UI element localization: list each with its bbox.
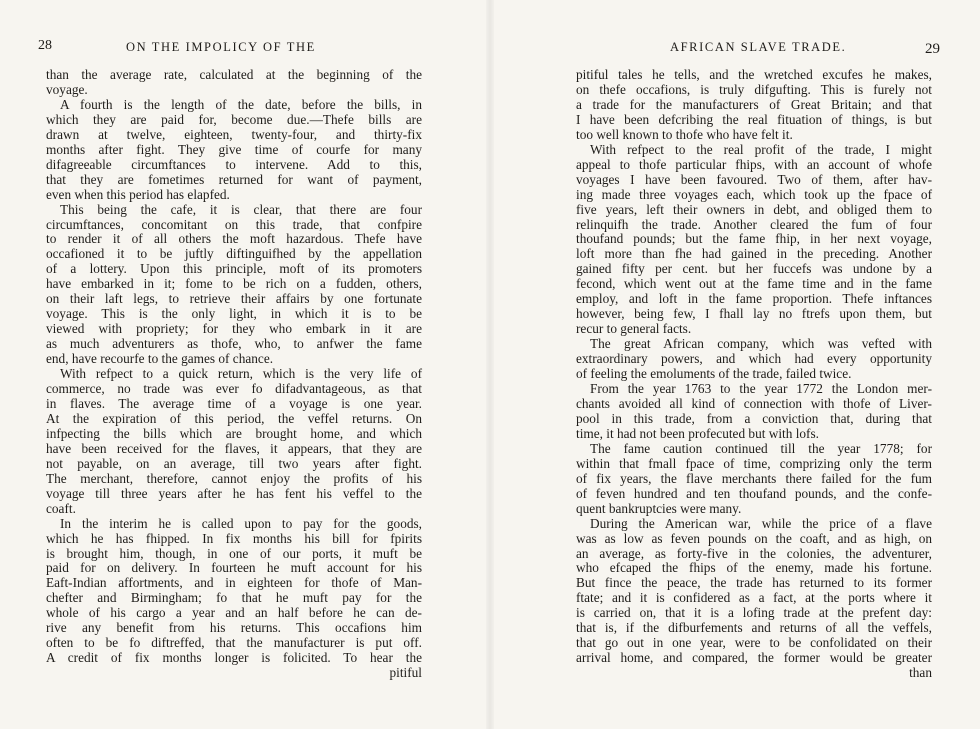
text-line: was as low as feven pounds on the coaft, and as high, on <box>576 530 932 546</box>
text-line: time, it had not been profecuted but with lofs. <box>576 425 819 441</box>
running-head: AFRICAN SLAVE TRADE. <box>670 40 847 54</box>
text-line: voyage till three years after he has fent his veffel to the <box>46 485 422 501</box>
text-line: as much adventurers as thofe, who, to anfwer the fame <box>46 336 422 352</box>
text-line: a trade for the manufacturers of Great Britain; and that <box>576 96 932 112</box>
text-line: thoufand pounds; but the fame fhip, in her next voyage, <box>576 231 932 247</box>
text-line: fecond, which went out at the fame time and in the fame <box>576 276 932 292</box>
text-line: appeal to thofe particular fhips, with an account of whofe <box>576 156 932 172</box>
text-line: voyage. This is the only light, in which it is to be <box>46 306 422 322</box>
text-line: The merchant, therefore, cannot enjoy the profits of his <box>46 470 422 486</box>
text-line: occafioned it to be juftly diftinguifhed by the appellation <box>46 246 422 262</box>
text-line: chefter and Birmingham; fo that he muft pay for the <box>46 590 422 606</box>
text-line: relinquifh the trade. Another cleared the fum of four <box>576 216 932 232</box>
text-line: too well known to thofe who have felt it. <box>576 126 793 142</box>
text-line: circumftances, concomitant on this trade, that confpire <box>46 216 422 232</box>
text-line: ing made three voyages each, which took up the fpace of <box>576 186 932 202</box>
text-line: than the average rate, calculated at the beginning of the <box>46 67 422 82</box>
text-line: of feven hundred and ten thoufand pounds, and the confe- <box>576 485 932 501</box>
text-line: This being the cafe, it is clear, that there are four <box>60 201 422 217</box>
text-line: an average, as forty-five in the colonies, the adventurer, <box>576 545 932 561</box>
body-text <box>46 68 422 681</box>
text-line: of a lottery. Upon this principle, moft of its promoters <box>46 261 422 277</box>
text-line: pool in this trade, from a conviction that, during that <box>576 410 932 426</box>
text-line: not payable, on an average, till two years after fight. <box>46 455 422 471</box>
running-head: ON THE IMPOLICY OF THE <box>126 40 316 54</box>
text-line: pitiful tales he tells, and the wretched excufes he makes, <box>576 67 932 82</box>
text-line: With refpect to a quick return, which is the very life of <box>60 366 422 382</box>
text-line: which he has fhipped. In fix months his bill for fpirits <box>46 530 422 546</box>
text-line: of feeling the emoluments of the trade, failed twice. <box>576 366 852 382</box>
text-line: viewed with propriety; for they who embark in it are <box>46 321 422 337</box>
text-line: difagreeable circumftances to intervene. Add to this, <box>46 156 422 172</box>
page-number: 28 <box>38 38 52 53</box>
text-line: chants avoided all kind of connection with thofe of Liver- <box>576 395 932 411</box>
text-line: ftate; and it is confidered as a fact, at the ports where it <box>576 590 932 606</box>
text-line: infpecting the bills which are brought home, and which <box>46 425 422 441</box>
right-page <box>490 0 980 729</box>
text-line: five years, left their owners in debt, and obliged them to <box>576 201 932 217</box>
page-number: 29 <box>925 41 940 57</box>
text-line: voyage. <box>46 81 88 97</box>
text-line: The fame caution continued till the year 1778; for <box>590 440 932 456</box>
text-line: gained fifty per cent. but her fuccefs was undone by a <box>576 261 932 277</box>
text-line: voyages I have been favoured. Two of them, after hav- <box>576 171 932 187</box>
text-line: whole of his cargo a year and an half before he can de- <box>46 605 422 621</box>
text-line: however, being few, I fhall lay no ftrefs upon them, but <box>576 306 932 322</box>
text-line: The great African company, which was vefted with <box>590 336 932 352</box>
text-line: During the American war, while the price of a flave <box>590 515 932 531</box>
text-line: With refpect to the real profit of the trade, I might <box>590 141 932 157</box>
text-line: Eaft-Indian affortments, and in eighteen for thofe of Man- <box>46 575 422 591</box>
text-line: on thefe occafions, is truly difgufting. This is furely not <box>576 81 932 97</box>
text-line: is carried on, that it is a lofing trade at the prefent day: <box>576 605 932 621</box>
text-line: A credit of fix months longer is folicited. To hear the <box>46 650 422 666</box>
text-line: From the year 1763 to the year 1772 the London mer- <box>590 381 932 397</box>
text-line: months after fight. They give time of courfe for many <box>46 141 422 157</box>
text-line: loft more than fhe had gained in the preceding. Another <box>576 246 932 262</box>
text-line: on their laft legs, to retrieve their affairs by one fortunate <box>46 291 422 307</box>
text-line: that they are fometimes returned for want of payment, <box>46 171 422 187</box>
text-line: quent bankruptcies were many. <box>576 500 742 516</box>
text-line: A fourth is the length of the date, before the bills, in <box>60 96 422 112</box>
text-line: arrival home, and compared, the former would be greater <box>576 650 932 666</box>
text-line: end, have recourfe to the games of chance. <box>46 351 274 367</box>
text-line: within that fmall fpace of time, comprizing only the term <box>576 455 932 471</box>
text-line: coaft. <box>46 500 76 516</box>
text-line: in flaves. The average time of a voyage is one year. <box>46 395 422 411</box>
text-line: have embarked in it; fome to be rich on a fudden, others, <box>46 276 422 292</box>
text-line: drawn at twelve, eighteen, twenty-four, and thirty-fix <box>46 126 422 142</box>
text-line: who efcaped the fhips of the enemy, made his fortune. <box>576 560 932 576</box>
text-line: to render it of all others the moft hazardous. Thefe have <box>46 231 422 247</box>
text-line: that go out in one year, were to be confolidated on their <box>576 635 932 651</box>
catchword: than <box>909 665 932 681</box>
text-line: rive any benefit from his returns. This occafions him <box>46 620 422 636</box>
text-line: paid for on delivery. In fourteen he muft account for his <box>46 560 422 576</box>
text-line: is brought him, though, in one of our ports, it muft be <box>46 545 422 561</box>
text-line: I have been defcribing the real fituation of things, is but <box>576 111 932 127</box>
text-line: In the interim he is called upon to pay for the goods, <box>60 515 422 531</box>
catchword: pitiful <box>389 665 422 681</box>
text-line: At the expiration of this period, the veffel returns. On <box>46 410 422 426</box>
body-text <box>576 68 932 681</box>
text-line: often to be fo diftreffed, that the manufacturer is put off. <box>46 635 422 651</box>
text-line: commerce, no trade was ever fo difadvantageous, as that <box>46 381 422 397</box>
text-line: even when this period has elapfed. <box>46 186 230 202</box>
text-line: have been received for the flaves, it appears, that they are <box>46 440 422 456</box>
text-line: which they are paid for, become due.—Thefe bills are <box>46 111 422 127</box>
text-line: extraordinary powers, and which had every opportunity <box>576 351 932 367</box>
text-line: of fix years, the flave merchants there failed for the fum <box>576 470 932 486</box>
text-line: But fince the peace, the trade has returned to its former <box>576 575 932 591</box>
text-line: that is, if the difburfements and returns of all the veffels, <box>576 620 932 636</box>
text-line: recur to general facts. <box>576 321 692 337</box>
text-line: employ, and loft in the fame proportion. Thefe inftances <box>576 291 932 307</box>
